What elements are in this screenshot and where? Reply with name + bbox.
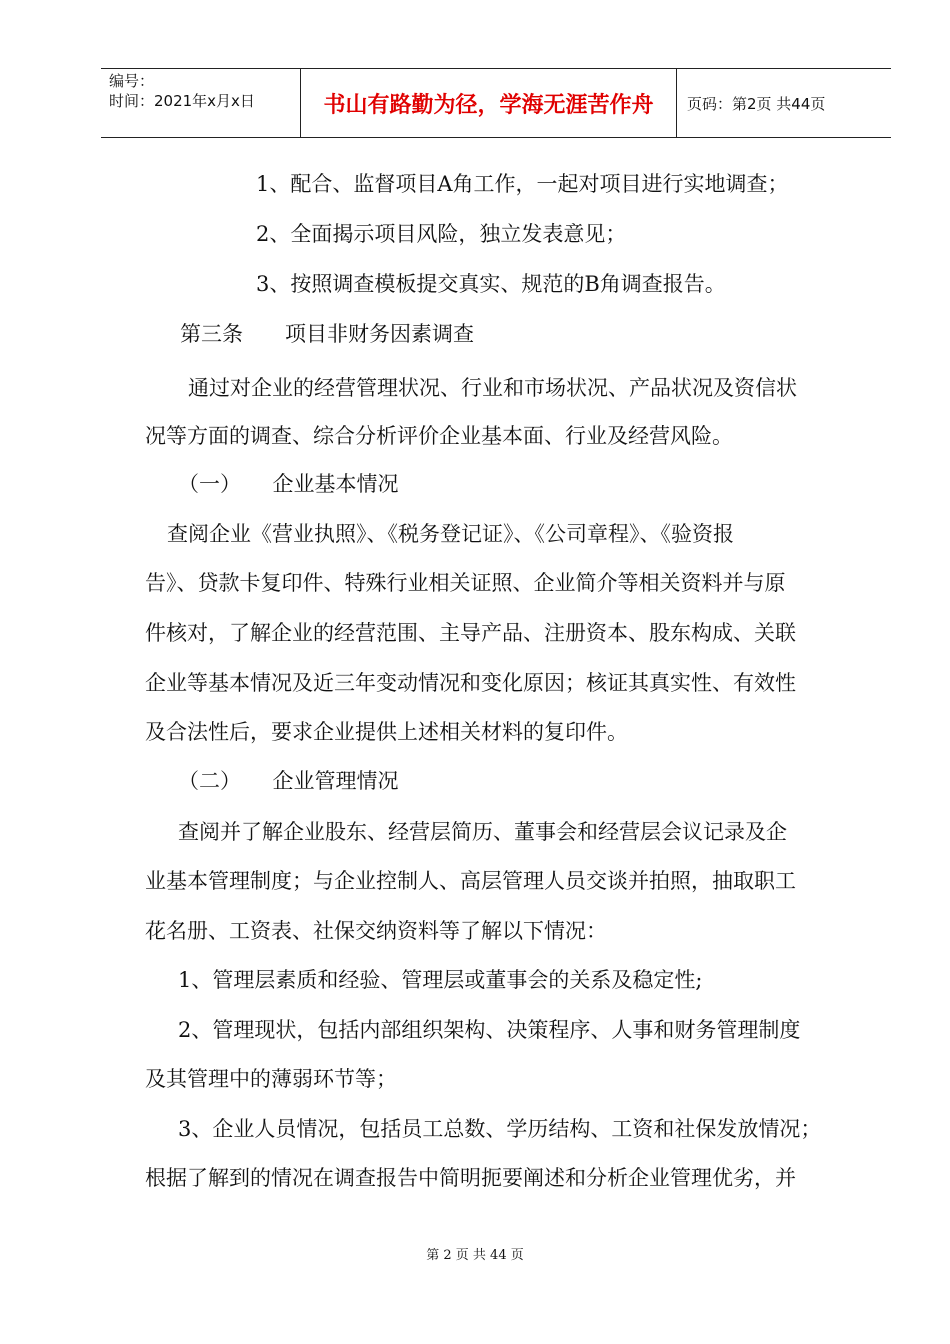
serial-label: 编号： [109, 72, 155, 90]
subsection-heading: （一） 企业基本情况 [178, 472, 399, 496]
paragraph-line: 及其管理中的薄弱环节等； [145, 1067, 397, 1091]
header-page-info: 页码：第2页 共44页 [687, 94, 826, 113]
paragraph-line: 告》、贷款卡复印件、特殊行业相关证照、企业简介等相关资料并与原 [145, 571, 786, 595]
paragraph-line: 根据了解到的情况在调查报告中简明扼要阐述和分析企业管理优劣，并 [145, 1166, 796, 1190]
time-label: 时间：2021年x月x日 [109, 92, 255, 110]
paragraph-line: 1、管理层素质和经验、管理层或董事会的关系及稳定性; [178, 968, 703, 992]
paragraph-line: 企业等基本情况及近三年变动情况和变化原因；核证其真实性、有效性 [145, 671, 796, 695]
paragraph-line: 况等方面的调查、综合分析评价企业基本面、行业及经营风险。 [145, 424, 733, 448]
paragraph-line: 查阅并了解企业股东、经营层简历、董事会和经营层会议记录及企 [178, 820, 787, 844]
page-footer: 第 2 页 共 44 页 [426, 1248, 524, 1263]
paragraph-line: 花名册、工资表、社保交纳资料等了解以下情况： [145, 919, 607, 943]
paragraph-line: 查阅企业《营业执照》、《税务登记证》、《公司章程》、《验资报 [167, 522, 734, 546]
subsection-heading: （二） 企业管理情况 [178, 769, 399, 793]
paragraph-line: 通过对企业的经营管理状况、行业和市场状况、产品状况及资信状 [188, 376, 797, 400]
page-header [101, 68, 891, 138]
paragraph-line: 业基本管理制度；与企业控制人、高层管理人员交谈并拍照，抽取职工 [145, 869, 796, 893]
paragraph-line: 3、按照调查模板提交真实、规范的B角调查报告。 [256, 272, 726, 296]
paragraph-line: 及合法性后，要求企业提供上述相关材料的复印件。 [145, 720, 628, 744]
paragraph-line: 2、全面揭示项目风险，独立发表意见； [256, 222, 627, 246]
paragraph-line: 3、企业人员情况，包括员工总数、学历结构、工资和社保发放情况； [178, 1117, 822, 1141]
paragraph-line: 2、管理现状，包括内部组织架构、决策程序、人事和财务管理制度 [178, 1018, 801, 1042]
paragraph-line: 件核对，了解企业的经营范围、主导产品、注册资本、股东构成、关联 [145, 621, 796, 645]
paragraph-line: 1、配合、监督项目A角工作，一起对项目进行实地调查； [256, 172, 789, 196]
header-meta [101, 69, 301, 137]
section-heading: 第三条 项目非财务因素调查 [180, 322, 474, 346]
header-motto: 书山有路勤为径，学海无涯苦作舟 [301, 69, 677, 137]
